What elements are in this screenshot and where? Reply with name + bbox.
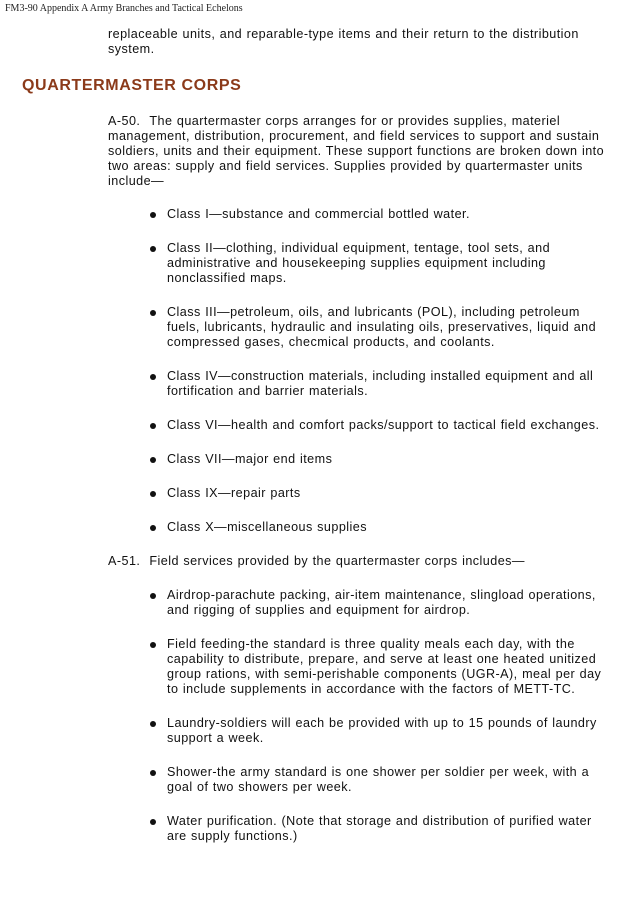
list-item xyxy=(150,452,612,467)
page-header: FM3-90 Appendix A Army Branches and Tactical Echelons xyxy=(5,3,243,14)
bullet-icon xyxy=(150,310,156,316)
list-item xyxy=(150,369,612,399)
list-item xyxy=(150,637,612,697)
bullet-icon xyxy=(150,246,156,252)
list-item-text: Field feeding-the standard is three quality meals each day, with the capability to distribute, prepare, and serve at least one heated unitized group rations, with semi-perishable components (UGR-A), meal per day to include supplements in accordance with the factors of METT-TC. xyxy=(167,637,602,696)
list-item xyxy=(150,241,612,286)
list-item-text: Water purification. (Note that storage and distribution of purified water are supply functions.) xyxy=(167,814,592,843)
bullet-icon xyxy=(150,374,156,380)
bullet-icon xyxy=(150,491,156,497)
list-item xyxy=(150,765,612,795)
supply-classes-list xyxy=(150,207,612,535)
list-item-text: Shower-the army standard is one shower per soldier per week, with a goal of two showers per week. xyxy=(167,765,590,794)
list-item xyxy=(150,418,612,433)
paragraph-text: The quartermaster corps arranges for or provides supplies, materiel management, distribution, procurement, and field services to support and sustain soldiers, units and their equipment. These support functions are broken down into two areas: supply and field services. Supplies provided by quartermaster units include— xyxy=(108,114,605,188)
bullet-icon xyxy=(150,525,156,531)
list-item xyxy=(150,207,612,222)
list-item-text: Class VII—major end items xyxy=(167,452,333,466)
list-item-text: Class I—substance and commercial bottled water. xyxy=(167,207,470,221)
paragraph-text: Field services provided by the quartermaster corps includes— xyxy=(149,554,525,568)
bullet-icon xyxy=(150,721,156,727)
list-item-text: Class VI—health and comfort packs/support to tactical field exchanges. xyxy=(167,418,600,432)
paragraph-number: A-51. xyxy=(108,554,141,568)
list-item xyxy=(150,305,612,350)
bullet-icon xyxy=(150,593,156,599)
list-item xyxy=(150,814,612,844)
list-item xyxy=(150,520,612,535)
list-item-text: Class X—miscellaneous supplies xyxy=(167,520,367,534)
bullet-icon xyxy=(150,642,156,648)
list-item-text: Class II—clothing, individual equipment, tentage, tool sets, and administrative and housekeeping supplies equipment including nonclassified maps. xyxy=(167,241,551,285)
list-item-text: Class III—petroleum, oils, and lubricants (POL), including petroleum fuels, lubricants, hydraulic and insulating oils, preservatives, liquid and compressed gases, checmical products, and coolants. xyxy=(167,305,597,349)
paragraph-a50 xyxy=(108,114,613,189)
bullet-icon xyxy=(150,423,156,429)
list-item xyxy=(150,486,612,501)
list-item-text: Class IX—repair parts xyxy=(167,486,301,500)
list-item-text: Laundry-soldiers will each be provided with up to 15 pounds of laundry support a week. xyxy=(167,716,597,745)
field-services-list xyxy=(150,588,612,844)
bullet-icon xyxy=(150,212,156,218)
paragraph-number: A-50. xyxy=(108,114,141,128)
bullet-icon xyxy=(150,457,156,463)
section-title: QUARTERMASTER CORPS xyxy=(22,77,242,94)
list-item-text: Airdrop-parachute packing, air-item maintenance, slingload operations, and rigging of supplies and equipment for airdrop. xyxy=(167,588,596,617)
list-item xyxy=(150,588,612,618)
continuation-text: replaceable units, and reparable-type items and their return to the distribution system. xyxy=(108,27,579,56)
list-item xyxy=(150,716,612,746)
bullet-icon xyxy=(150,819,156,825)
bullet-icon xyxy=(150,770,156,776)
list-item-text: Class IV—construction materials, including installed equipment and all fortification and barrier materials. xyxy=(167,369,594,398)
paragraph-a51 xyxy=(108,554,613,569)
